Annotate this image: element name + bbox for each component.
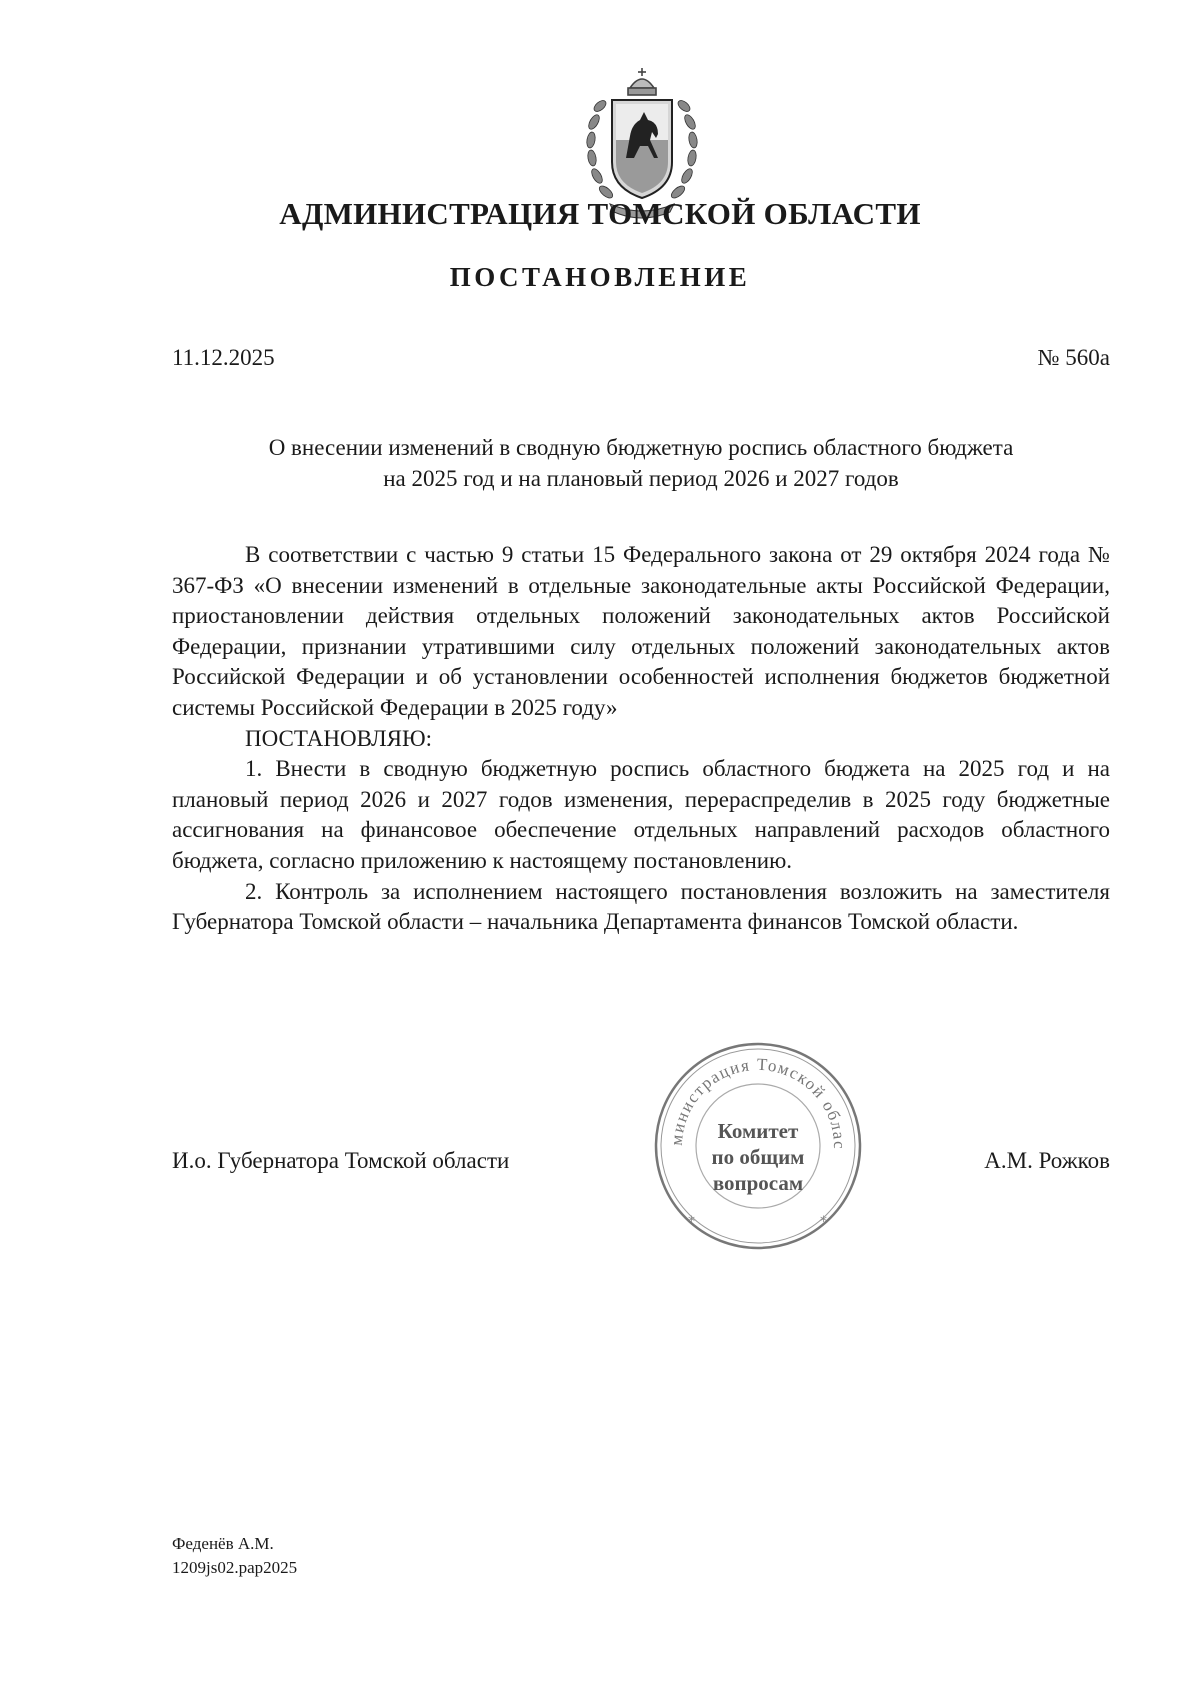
subject-line-2: на 2025 год и на плановый период 2026 и 2027 годов [383,466,899,491]
item-1-paragraph: 1. Внести в сводную бюджетную роспись областного бюджета на 2025 год и на плановый период 2026 и 2027 годов изменения, перераспределив в 2025 году бюджетные ассигнования на финансовое обеспечение отдельных направлений расходов областного бюджета, согласно приложению к настоящему постановлению. [172,756,1110,873]
organization-title: АДМИНИСТРАЦИЯ ТОМСКОЙ ОБЛАСТИ [279,196,921,231]
executor-name: Феденёв А.М. [172,1534,274,1553]
document-body [172,540,1110,938]
stamp-star-icon: * [820,1214,827,1230]
signatory-name: А.М. Рожков [984,1148,1110,1173]
document-date: 11.12.2025 [172,345,275,370]
official-stamp [652,1040,864,1252]
document-subject [172,432,1110,494]
stamp-line-1: Комитет [717,1119,799,1143]
item-2-paragraph: 2. Контроль за исполнением настоящего постановления возложить на заместителя Губернатора Томской области – начальника Департамента финансов Томской области. [172,878,1110,935]
stamp-line-3: вопросам [712,1171,804,1195]
document-number: № 560а [1037,345,1110,370]
preamble-paragraph: В соответствии с частью 9 статьи 15 Федерального закона от 29 октября 2024 года № 367-ФЗ «О внесении изменений в отдельные законодательные акты Российской Федерации, приостановлении действия отдельных положений законодательных актов Российской Федерации, признании утратившими силу отдельных положений законодательных актов Российской Федерации и об установлении особенностей исполнения бюджетов бюджетной системы Российской Федерации в 2025 году» [172,542,1110,720]
signatory-title: И.о. Губернатора Томской области [172,1148,510,1173]
subject-line-1: О внесении изменений в сводную бюджетную роспись областного бюджета [268,435,1014,460]
decree-word: ПОСТАНОВЛЯЮ: [245,725,433,751]
stamp-star-icon: * [688,1214,695,1230]
stamp-outer-text: министрация Томской облас [666,1054,850,1151]
file-code: 1209js02.pap2025 [172,1558,298,1577]
stamp-line-2: по общим [711,1145,805,1169]
stamp-inner-text [652,1118,864,1196]
document-type: ПОСТАНОВЛЕНИЕ [449,262,751,292]
document-footer [172,1532,297,1580]
